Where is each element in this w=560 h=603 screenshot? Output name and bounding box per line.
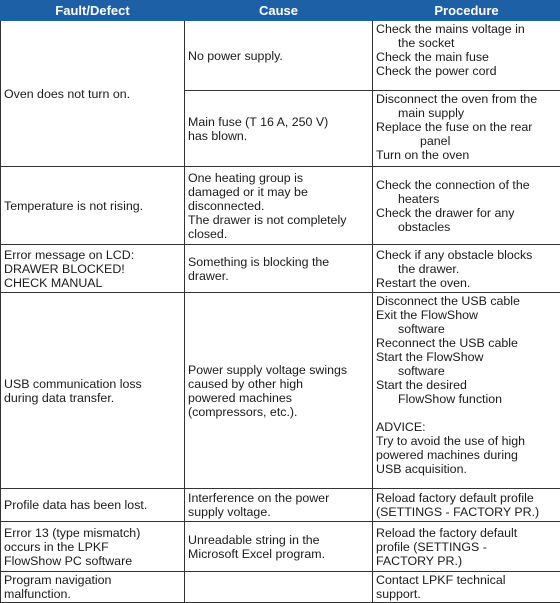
table-row: [1, 489, 560, 522]
table-row: [1, 522, 560, 572]
procedure-cell: Check the mains voltage in the socket Check the main fuse Check the power cord: [373, 21, 560, 91]
procedure-cell: Reload factory default profile (SETTINGS - FACTORY PR.): [373, 489, 560, 522]
cause-cell: [185, 572, 373, 603]
procedure-cell: Check the connection of the heaters Check the drawer for any obstacles: [373, 167, 560, 245]
table-row: [1, 21, 560, 91]
fault-cell: Error 13 (type mismatch) occurs in the LPKF FlowShow PC software: [1, 522, 185, 572]
table-row: [1, 167, 560, 245]
fault-cell: USB communication loss during data transfer.: [1, 293, 185, 489]
procedure-cell: Reload the factory default profile (SETTINGS - FACTORY PR.): [373, 522, 560, 572]
advice-label: ADVICE:: [376, 420, 557, 434]
cause-cell: No power supply.: [185, 21, 373, 91]
table-row: [1, 245, 560, 293]
header-fault: Fault/Defect: [1, 1, 185, 21]
fault-cell: Profile data has been lost.: [1, 489, 185, 522]
header-row: [1, 1, 560, 21]
fault-cell: Temperature is not rising.: [1, 167, 185, 245]
header-cause: Cause: [185, 1, 373, 21]
cause-cell: Something is blocking the drawer.: [185, 245, 373, 293]
cause-cell: Unreadable string in the Microsoft Excel program.: [185, 522, 373, 572]
fault-cell: Error message on LCD: DRAWER BLOCKED! CHECK MANUAL: [1, 245, 185, 293]
cause-cell: Interference on the power supply voltage.: [185, 489, 373, 522]
procedure-cell: Disconnect the oven from the main supply Replace the fuse on the rear panel Turn on the oven: [373, 91, 560, 167]
cause-cell: Main fuse (T 16 A, 250 V) has blown.: [185, 91, 373, 167]
procedure-cell: Check if any obstacle blocks the drawer. Restart the oven.: [373, 245, 560, 293]
procedure-cell: Disconnect the USB cable Exit the FlowShow software Reconnect the USB cable Start the FlowShow software Start the desired FlowShow function ADVICE: Try to avoid the use of high powered machines during USB acquisition.: [373, 293, 560, 489]
table-row: [1, 572, 560, 603]
table-row: [1, 293, 560, 489]
cause-cell: One heating group is damaged or it may be disconnected. The drawer is not completely closed.: [185, 167, 373, 245]
fault-cell: Program navigation malfunction.: [1, 572, 185, 603]
header-procedure: Procedure: [373, 1, 560, 21]
procedure-cell: Contact LPKF technical support.: [373, 572, 560, 603]
fault-cell: Oven does not turn on.: [1, 21, 185, 167]
cause-cell: Power supply voltage swings caused by other high powered machines (compressors, etc.).: [185, 293, 373, 489]
